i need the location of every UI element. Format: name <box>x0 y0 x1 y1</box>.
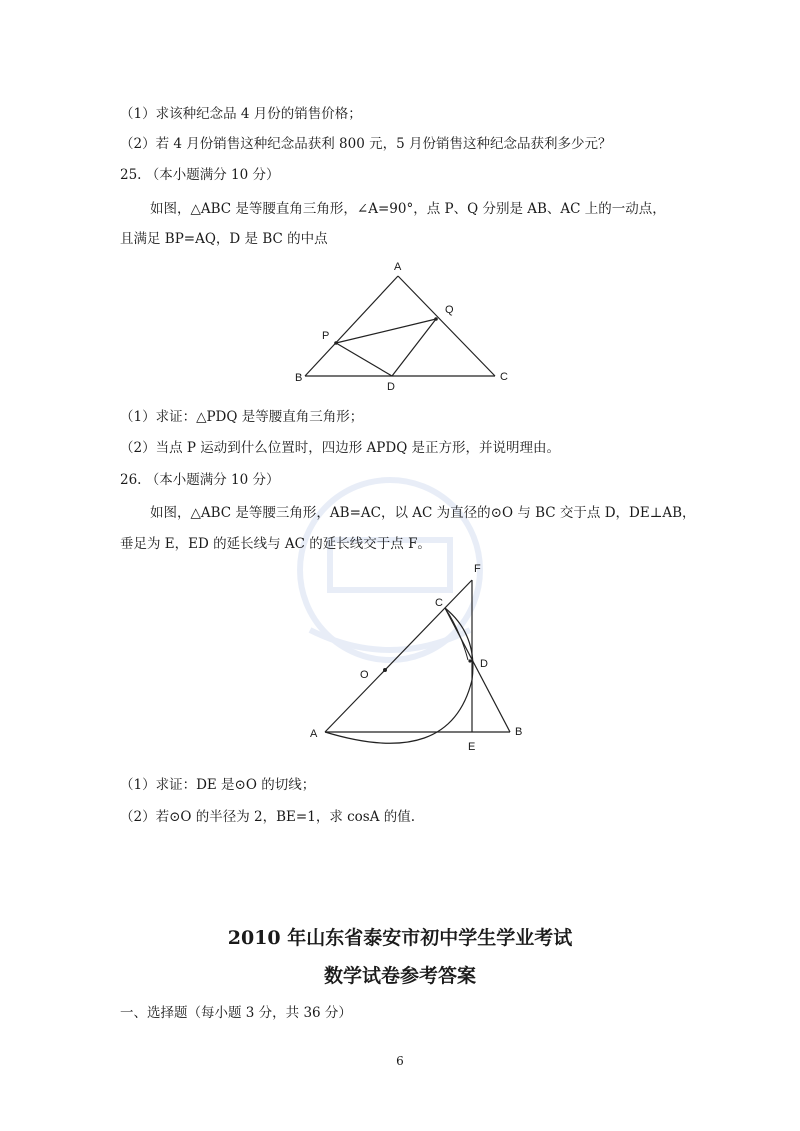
answers-section1-heading: 一、选择题（每小题 3 分，共 36 分） <box>120 1005 352 1021</box>
q26-label-e: E <box>468 741 476 753</box>
q26-header: 26. （本小题满分 10 分） <box>120 472 280 488</box>
q25-sub1: （1）求证：△PDQ 是等腰直角三角形； <box>120 409 364 425</box>
page-number: 6 <box>396 1054 404 1068</box>
q26-stem-line1: 如图，△ABC 是等腰三角形，AB=AC，以 AC 为直径的⊙O 与 BC 交于点 D，DE⊥AB， <box>150 505 696 521</box>
q26-label-b: B <box>515 726 523 738</box>
q25-label-q: Q <box>445 304 454 316</box>
q26-sub1: （1）求证：DE 是⊙O 的切线； <box>120 777 316 793</box>
answers-title-line1: 2010 年山东省泰安市初中学生学业考试 <box>227 927 573 949</box>
q24-sub1: （1）求该种纪念品 4 月份的销售价格； <box>120 106 362 122</box>
q26-label-a: A <box>310 728 318 740</box>
q24-sub2: （2）若 4 月份销售这种纪念品获利 800 元，5 月份销售这种纪念品获利多少元？ <box>120 136 612 152</box>
q25-sub2: （2）当点 P 运动到什么位置时，四边形 APDQ 是正方形，并说明理由。 <box>120 440 561 456</box>
q25-stem-line2: 且满足 BP=AQ，D 是 BC 的中点 <box>120 231 328 247</box>
q25-label-d: D <box>387 381 395 393</box>
q26-label-f: F <box>474 563 481 575</box>
q25-label-p: P <box>322 330 330 342</box>
q26-circle-figure <box>300 560 540 760</box>
q26-sub2: （2）若⊙O 的半径为 2，BE=1，求 cosA 的值. <box>120 809 416 825</box>
q26-label-o: O <box>360 669 369 681</box>
answers-title-line2: 数学试卷参考答案 <box>323 965 476 987</box>
q25-label-c: C <box>500 371 508 383</box>
q25-triangle-figure <box>290 258 520 393</box>
q26-label-d: D <box>480 658 488 670</box>
q25-header: 25. （本小题满分 10 分） <box>120 167 280 183</box>
q26-stem-line2: 垂足为 E，ED 的延长线与 AC 的延长线交于点 F。 <box>120 536 431 552</box>
q25-label-a: A <box>394 261 402 273</box>
q26-label-c: C <box>435 597 443 609</box>
q25-stem-line1: 如图，△ABC 是等腰直角三角形，∠A=90°，点 P、Q 分别是 AB、AC 上的一动点， <box>150 201 666 217</box>
q25-label-b: B <box>295 372 303 384</box>
